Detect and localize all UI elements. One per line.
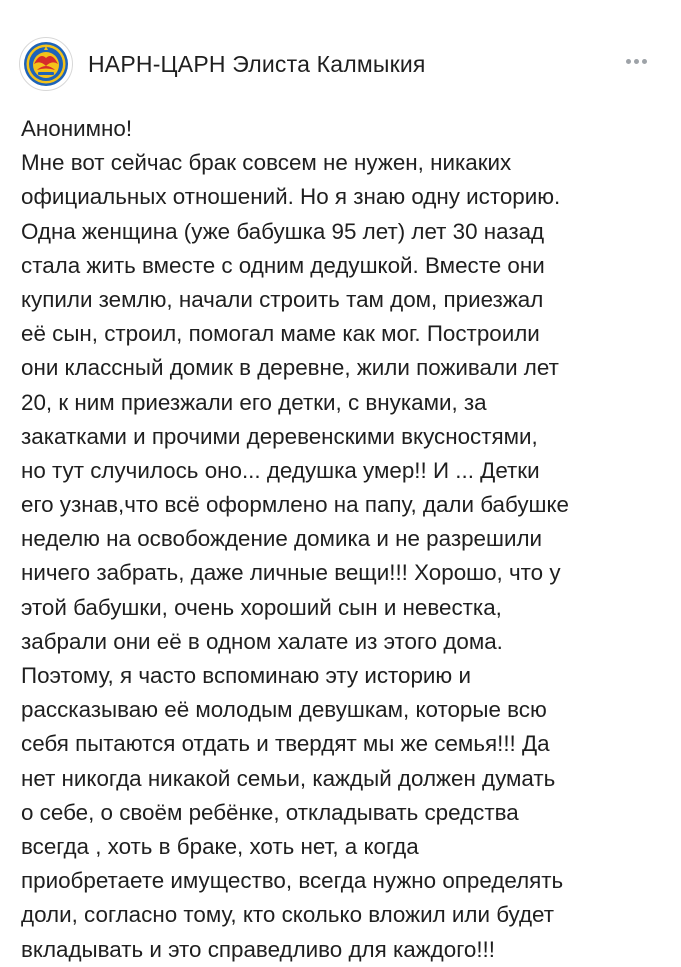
post-text-line: доли, согласно тому, кто сколько вложил или будет [21, 902, 555, 928]
post-text-line: приобретаете имущество, всегда нужно определять [21, 868, 564, 894]
post-header [0, 0, 681, 110]
kalmykia-emblem-icon [20, 38, 72, 90]
more-dots-icon [642, 59, 647, 64]
post-text-line: они классный домик в деревне, жили поживали лет [21, 355, 559, 381]
post-text-line: о себе, о своём ребёнке, откладывать средства [21, 799, 519, 825]
avatar[interactable] [19, 37, 73, 91]
post-text-line: рассказываю её молодым девушкам, которые всю [21, 697, 547, 723]
post-text-line: Анонимно! [21, 116, 133, 141]
post-text-line: его узнав,что всё оформлено на папу, дали бабушке [21, 492, 569, 518]
post-text-line: стала жить вместе с одним дедушкой. Вместе они [21, 252, 545, 278]
post-text [21, 112, 671, 967]
post-text-line: официальных отношений. Но я знаю одну историю. [21, 184, 561, 210]
author-name[interactable]: НАРН-ЦАРН Элиста Калмыкия [88, 51, 426, 77]
post-text-line: забрали они её в одном халате из этого дома. [21, 628, 503, 654]
post-text-line: неделю на освобождение домика и не разрешили [21, 526, 543, 552]
more-options-button[interactable] [620, 51, 654, 71]
post-text-line: закатками и прочими деревенскими вкусностями, [21, 423, 538, 449]
post-text-line: Одна женщина (уже бабушка 95 лет) лет 30 назад [21, 218, 545, 244]
post-text-line: нет никогда никакой семьи, каждый должен думать [21, 765, 556, 791]
post-text-line: вкладывать и это справедливо для каждого!!! [21, 936, 495, 962]
more-dots-icon [634, 59, 639, 64]
post-text-line: 20, к ним приезжали его детки, с внуками, за [21, 389, 487, 415]
post-text-line: но тут случилось оно... дедушка умер!! И ... Детки [21, 457, 540, 483]
post-text-line: себя пытаются отдать и твердят мы же семья!!! Да [21, 731, 550, 757]
post-text-line: всегда , хоть в браке, хоть нет, а когда [21, 833, 419, 859]
post-text-line: Мне вот сейчас брак совсем не нужен, никаких [21, 150, 512, 176]
post-text-line: Поэтому, я часто вспоминаю эту историю и [21, 663, 471, 688]
post-text-line: её сын, строил, помогал маме как мог. Построили [21, 321, 540, 347]
post-text-line: этой бабушки, очень хороший сын и невестка, [21, 594, 502, 620]
post-text-line: ничего забрать, даже личные вещи!!! Хорошо, что у [21, 560, 561, 586]
more-dots-icon [626, 59, 631, 64]
post-text-line: купили землю, начали строить там дом, приезжал [21, 286, 544, 312]
